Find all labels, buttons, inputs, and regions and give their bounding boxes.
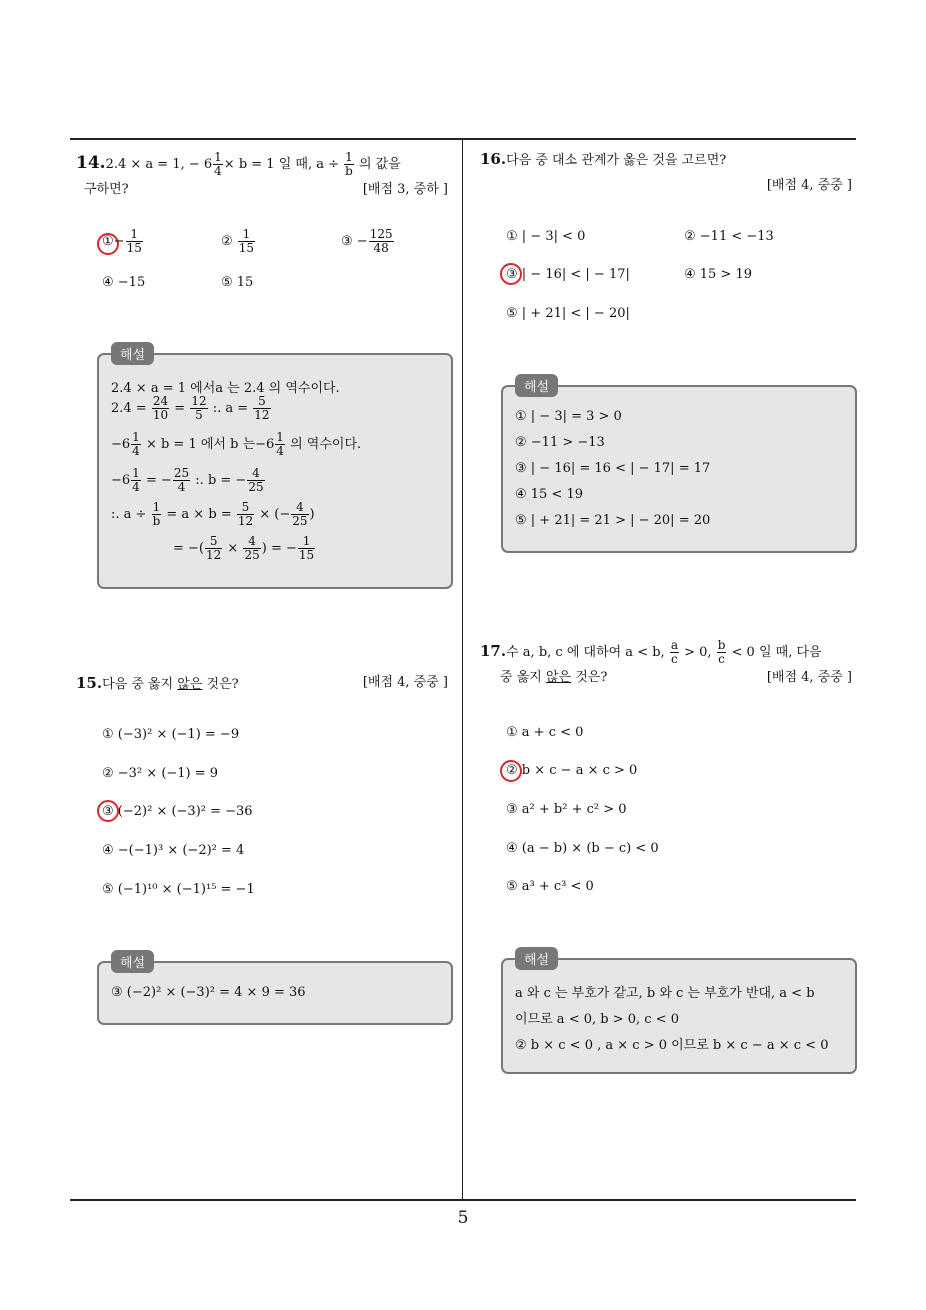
- bottom-rule: [70, 1199, 856, 1201]
- stem-text: × b = 1 일 때, a ÷: [223, 157, 339, 172]
- choice-3[interactable]: ③ a² + b² + c² > 0: [506, 802, 627, 817]
- choice-3[interactable]: ③ − $\frac{125}{48}$: [341, 227, 393, 255]
- question-17-line2: [480, 666, 856, 688]
- choice-5[interactable]: ⑤ a³ + c³ < 0: [506, 879, 594, 894]
- fraction: $\frac{1}{b}$: [345, 150, 353, 178]
- page-number: 5: [457, 1208, 469, 1228]
- stem-text: 구하면?: [84, 182, 129, 197]
- stem-underline: 않은: [177, 677, 203, 692]
- solution-line: ① | − 3| = 3 > 0: [515, 409, 622, 424]
- question-16-stem: [480, 146, 852, 174]
- question-16: [480, 146, 852, 196]
- score-label: [배점 4, 중중 ]: [766, 670, 852, 685]
- solution-line: ③ (−2)² × (−3)² = 4 × 9 = 36: [111, 985, 306, 1000]
- choice-2[interactable]: ② −11 < −13: [684, 229, 774, 244]
- question-14-line2: [76, 178, 454, 200]
- question-number: 17.: [480, 642, 507, 660]
- solution-line: ② b × c < 0 , a × c > 0 이므로 b × c − a × c < 0: [515, 1038, 829, 1053]
- solution-line: 2.4 × a = 1 에서a 는 2.4 의 역수이다.: [111, 381, 340, 396]
- solution-line: :. a ÷ $\frac{1}{b}$ = a × b = $\frac{5}{12}$ × (− $\frac{4}{25}$ ): [111, 500, 315, 528]
- solution-tag: 해설: [111, 342, 154, 365]
- question-14: [76, 150, 454, 200]
- stem-text: > 0,: [684, 645, 712, 660]
- solution-line: 2.4 = $\frac{24}{10}$ = $\frac{12}{5}$ :. a = $\frac{5}{12}$: [111, 394, 270, 422]
- question-number: 16.: [480, 150, 507, 168]
- solution-box-15: [97, 956, 453, 1025]
- stem-text: 다음 중 옳지: [102, 677, 178, 692]
- question-15-stem: [76, 670, 448, 698]
- choice-1[interactable]: ① (−3)² × (−1) = −9: [102, 727, 240, 742]
- choice-4[interactable]: ④ 15 > 19: [684, 267, 753, 282]
- solution-line: = −( $\frac{5}{12}$ × $\frac{4}{25}$ ) = − $\frac{1}{15}$: [173, 534, 315, 562]
- solution-line: 이므로 a < 0, b > 0, c < 0: [515, 1012, 679, 1027]
- fraction: $\frac{1}{4}$: [214, 150, 222, 178]
- choice-1[interactable]: ① a + c < 0: [506, 725, 584, 740]
- solution-tag: 해설: [111, 950, 154, 973]
- solution-line: −6 $\frac{1}{4}$ = − $\frac{25}{4}$ :. b = − $\frac{4}{25}$: [111, 466, 264, 494]
- stem-text: 중 옳지: [500, 670, 546, 685]
- solution-line: ② −11 > −13: [515, 435, 605, 450]
- choice-3[interactable]: ③ (−2)² × (−3)² = −36: [102, 804, 253, 819]
- fraction: $\frac{a}{c}$: [670, 638, 678, 666]
- question-number: 15.: [76, 674, 103, 692]
- stem-text: 다음 중 대소 관계가 옳은 것을 고르면?: [506, 153, 727, 168]
- stem-text: 수 a, b, c 에 대하여 a < b,: [506, 645, 665, 660]
- stem-text: 것은?: [571, 670, 608, 685]
- question-17: [480, 638, 856, 688]
- choice-5[interactable]: ⑤ | + 21| < | − 20|: [506, 306, 630, 321]
- choice-5[interactable]: ⑤ (−1)¹⁰ × (−1)¹⁵ = −1: [102, 882, 255, 897]
- choice-2[interactable]: ② b × c − a × c > 0: [506, 763, 638, 778]
- solution-line: ④ 15 < 19: [515, 487, 584, 502]
- score-label: [배점 4, 중중 ]: [766, 178, 852, 193]
- question-number: 14.: [76, 153, 106, 173]
- choice-4[interactable]: ④ −15: [102, 275, 146, 290]
- score-label: [배점 3, 중하 ]: [362, 182, 448, 197]
- choice-5[interactable]: ⑤ 15: [221, 275, 254, 290]
- question-15: [76, 670, 448, 698]
- choice-1[interactable]: ① | − 3| < 0: [506, 229, 586, 244]
- solution-tag: 해설: [515, 947, 558, 970]
- question-14-stem: [76, 150, 454, 178]
- solution-box-14: [97, 348, 453, 589]
- choice-2[interactable]: ② $\frac{1}{15}$: [221, 227, 255, 255]
- choice-1[interactable]: ①− $\frac{1}{15}$: [102, 227, 142, 255]
- solution-line: ⑤ | + 21| = 21 > | − 20| = 20: [515, 513, 711, 528]
- solution-line: −6 $\frac{1}{4}$ × b = 1 에서 b 는−6 $\frac{1}{4}$ 의 역수이다.: [111, 430, 362, 458]
- stem-text: 의 값을: [358, 157, 401, 172]
- stem-text: 2.4 × a = 1, − 6: [105, 157, 213, 172]
- stem-text: 것은?: [202, 677, 239, 692]
- solution-line: a 와 c 는 부호가 같고, b 와 c 는 부호가 반대, a < b: [515, 986, 815, 1001]
- solution-box-16: [501, 380, 857, 553]
- stem-text: < 0 일 때, 다음: [731, 645, 822, 660]
- fraction: $\frac{b}{c}$: [717, 638, 726, 666]
- choice-4[interactable]: ④ (a − b) × (b − c) < 0: [506, 841, 659, 856]
- choice-4[interactable]: ④ −(−1)³ × (−2)² = 4: [102, 843, 245, 858]
- column-divider: [462, 138, 463, 1200]
- solution-line: ③ | − 16| = 16 < | − 17| = 17: [515, 461, 711, 476]
- choice-3[interactable]: ③ | − 16| < | − 17|: [506, 267, 630, 282]
- stem-underline: 않은: [545, 670, 572, 685]
- choice-2[interactable]: ② −3² × (−1) = 9: [102, 766, 219, 781]
- solution-tag: 해설: [515, 374, 558, 397]
- top-rule: [70, 138, 856, 140]
- solution-box-17: [501, 953, 857, 1074]
- question-17-stem: [480, 638, 856, 666]
- score-label: [배점 4, 중중 ]: [362, 675, 448, 690]
